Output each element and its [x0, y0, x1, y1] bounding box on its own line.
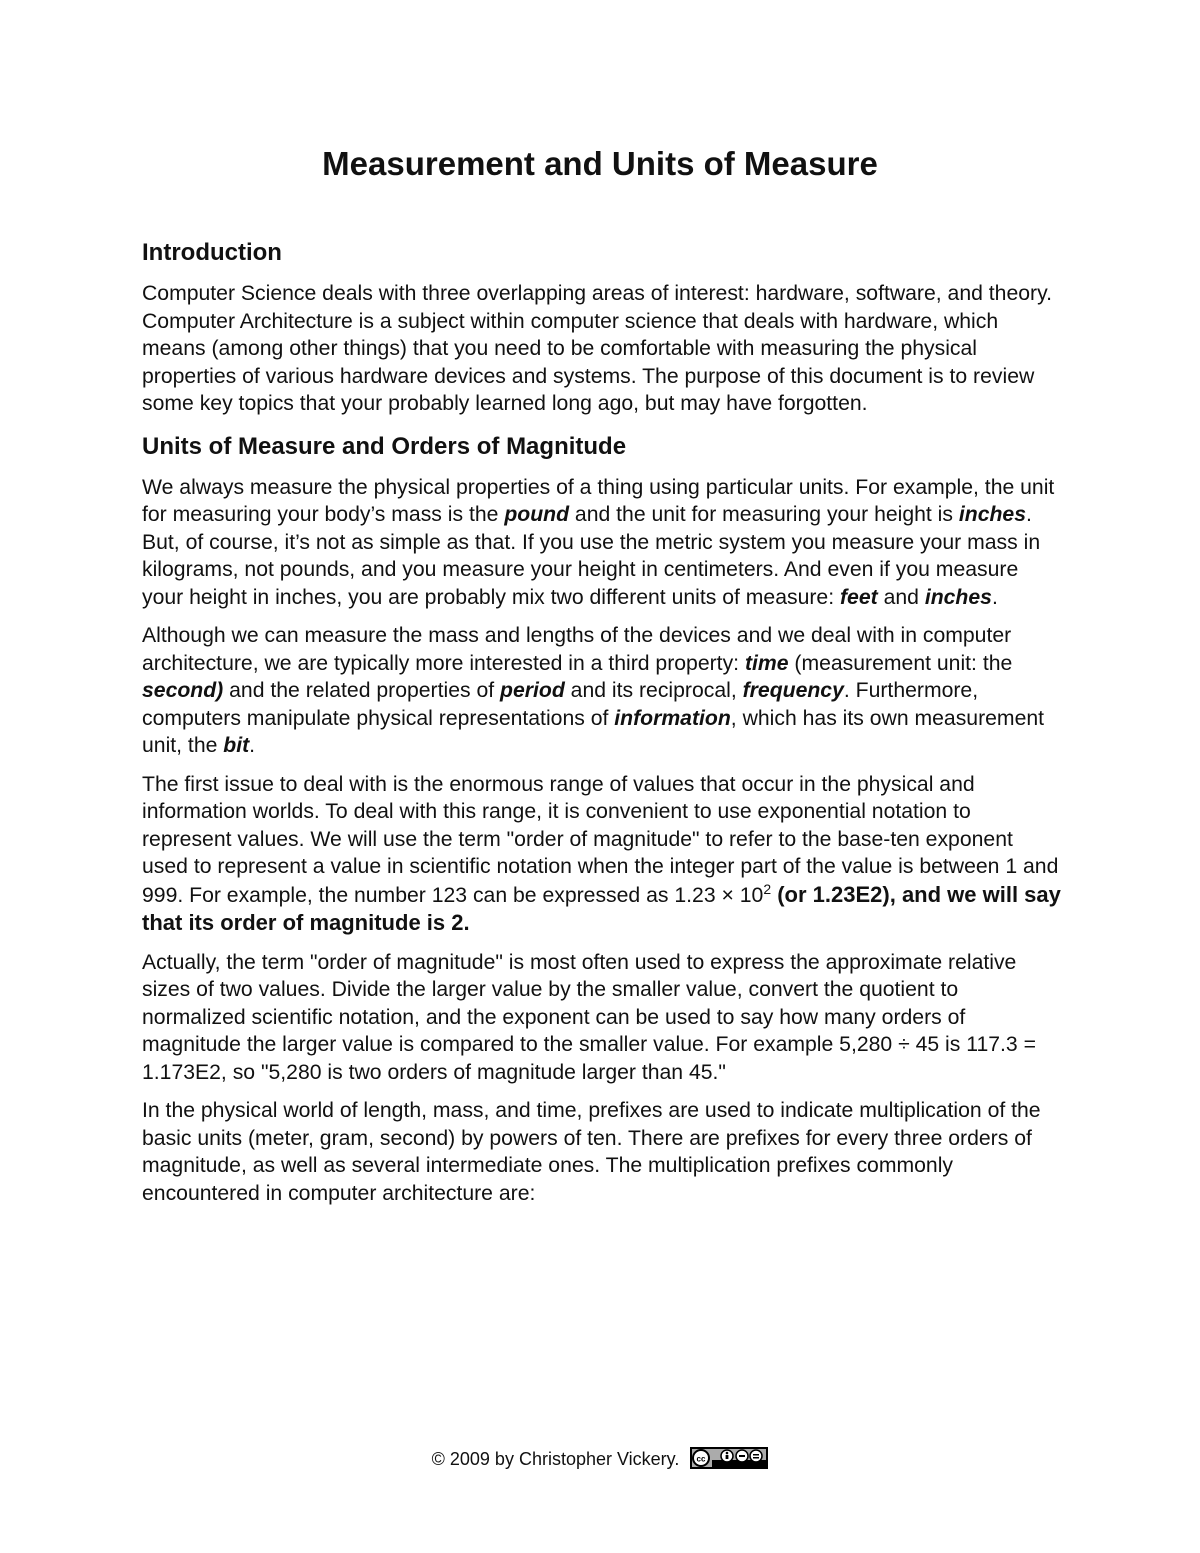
text-run: and the unit for measuring your height is: [569, 503, 959, 526]
term-frequency: frequency: [742, 679, 844, 702]
text-run: and the related properties of: [223, 679, 501, 702]
term-inches: inches: [958, 503, 1026, 526]
units-paragraph-3: [142, 771, 1062, 938]
text-run: . Furthermore, computers manipulate physical representations of: [142, 679, 979, 730]
math-exponent: 2: [763, 880, 772, 897]
term-time: time: [744, 651, 789, 675]
text-run: , which has its own measurement unit, the: [142, 706, 1045, 757]
intro-paragraph: Computer Science deals with three overlapping areas of interest: hardware, software, and theory. Computer Architecture is a subject within computer science that deals with hardware, which means (among other things) that you need to be comfortable with measuring the physical properties of various hardware devices and systems. The purpose of this document is to review some key topics that your probably learned long ago, but may have forgotten.: [142, 282, 1052, 415]
units-paragraph-2: [142, 622, 1062, 760]
svg-text:cc: cc: [696, 1454, 706, 1464]
term-inches: inches: [924, 585, 992, 609]
creative-commons-icon: [690, 1447, 768, 1469]
units-paragraph-1: [142, 474, 1062, 612]
term-second: second): [142, 679, 224, 702]
text-run: The first issue to deal with is the enormous range of values that occur in the physical and information worlds. To deal with this range, it is convenient to use exponential notation to represent values. We will use the term "order of magnitude" to refer to the base-ten exponent used to represent a value in scientific notation when the integer part of the value is between 1 and 999. For example, the number 123 can be expressed as: [142, 772, 1059, 907]
term-information: information: [614, 706, 731, 730]
term-bit: bit: [223, 734, 250, 757]
text-run: and: [877, 585, 925, 609]
text-run: . But, of course, it’s not as simple as that. If you use the metric system you measure your mass in kilograms, not pounds, and you measure your height in centimeters. And even if you measure your height in inches, you are probably mix two different units of measure:: [142, 503, 1041, 609]
page-footer: [0, 1446, 1200, 1472]
units-paragraph-4: Actually, the term "order of magnitude" is most often used to express the approximate relative sizes of two values. Divide the larger value by the smaller value, convert the quotient to normalized scientific notation, and the exponent can be used to say how many orders of magnitude the larger value is compared to the smaller value. For example 5,280 ÷ 45 is 117.3 = 1.173E2, so "5,280 is two orders of magnitude larger than 45.": [142, 950, 1036, 1084]
term-pound: pound: [504, 503, 570, 526]
text-run: and its reciprocal,: [564, 679, 743, 702]
text-run: .: [991, 585, 998, 609]
page-title: Measurement and Units of Measure: [322, 145, 878, 182]
text-run: We always measure the physical properties of a thing using particular units. For example, the unit for measuring your body’s mass is the: [142, 475, 1055, 526]
document-body: [142, 236, 1062, 1218]
term-feet: feet: [840, 585, 878, 609]
term-period: period: [500, 679, 565, 702]
text-run-bold: (or 1.23E2), and we will say that its order of magnitude is 2.: [142, 881, 1061, 935]
text-run: Although we can measure the mass and lengths of the devices and we deal with in computer architecture, we are typically more interested in a third property:: [142, 624, 1012, 675]
text-run: .: [249, 734, 256, 757]
copyright-text: © 2009 by Christopher Vickery.: [431, 1449, 680, 1469]
section-heading-units: Units of Measure and Orders of Magnitude: [142, 432, 627, 460]
section-heading-introduction: Introduction: [142, 239, 282, 266]
units-paragraph-5: In the physical world of length, mass, and time, prefixes are used to indicate multiplication of the basic units (meter, gram, second) by powers of ten. There are prefixes for every three orders of magnitude, as well as several intermediate ones. The multiplication prefixes commonly encountered in computer architecture are:: [142, 1099, 1041, 1205]
math-expression: 1.23 × 10: [674, 883, 764, 907]
text-run: (measurement unit: the: [788, 651, 1013, 675]
